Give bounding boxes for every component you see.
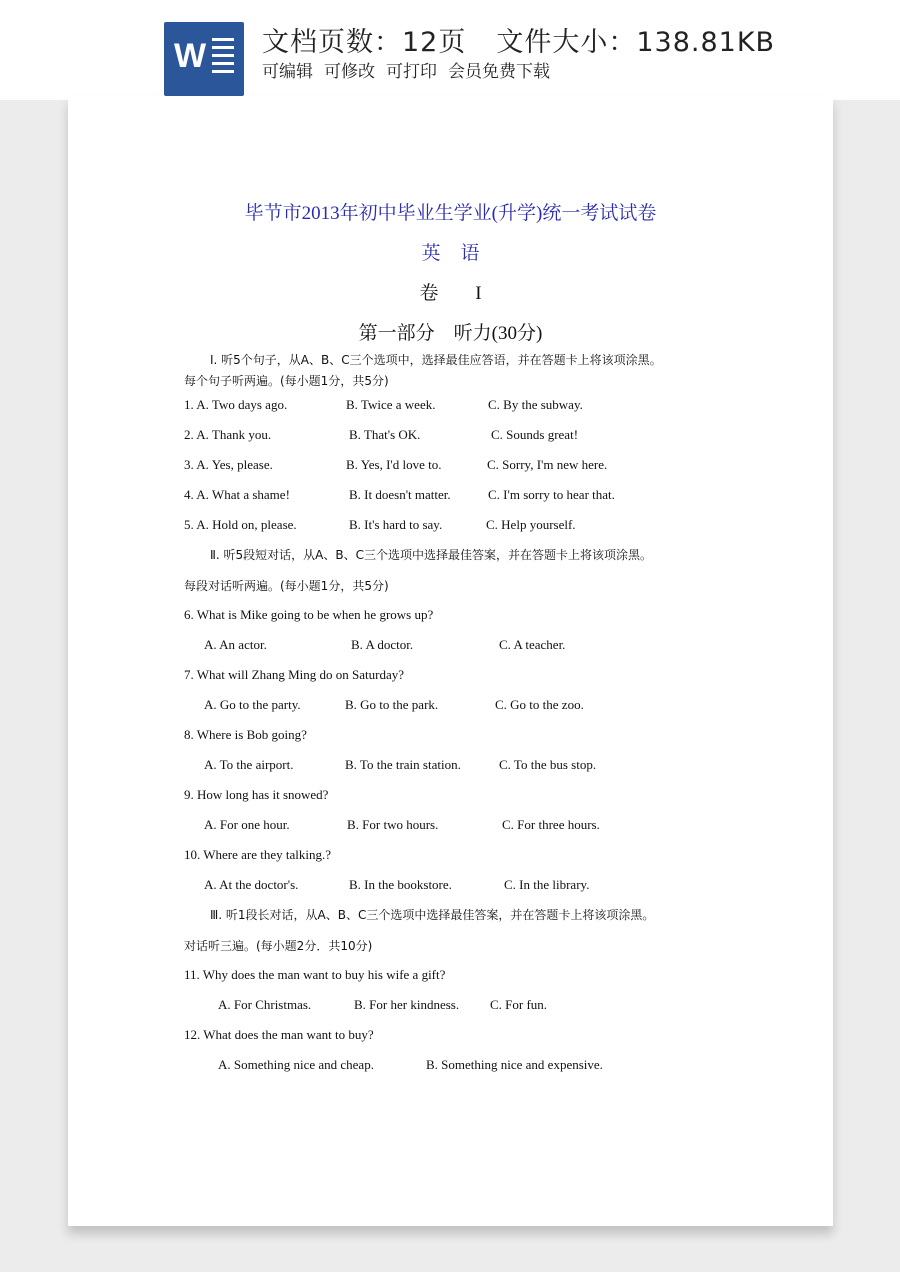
q6-option-c: C. A teacher.: [499, 637, 566, 652]
q9-option-a: A. For one hour.: [204, 817, 290, 832]
q7-option-b: B. Go to the park.: [345, 697, 439, 712]
q11-question: 11. Why does the man want to buy his wife a gift?: [184, 967, 446, 982]
q10-option-a: A. At the doctor's.: [204, 877, 299, 892]
q6-option-a: A. An actor.: [204, 637, 267, 652]
q8-option-a: A. To the airport.: [204, 757, 294, 772]
word-logo-lines: [212, 38, 234, 78]
q10-option-b: B. In the bookstore.: [349, 877, 452, 892]
document-page: [68, 96, 833, 1226]
q12-option-a: A. Something nice and cheap.: [218, 1057, 374, 1072]
q10-question: 10. Where are they talking.?: [184, 847, 332, 862]
q8-option-b: B. To the train station.: [345, 757, 461, 772]
q2-option-b: B. That's OK.: [349, 427, 421, 442]
section1-instruction-cont: 每个句子听两遍。(每小题1分，共5分): [184, 374, 389, 388]
q5-option-c: C. Help yourself.: [486, 517, 576, 532]
q9-question: 9. How long has it snowed?: [184, 787, 329, 802]
q10-option-c: C. In the library.: [504, 877, 590, 892]
q4-option-c: C. I'm sorry to hear that.: [488, 487, 615, 502]
q3-option-a: 3. A. Yes, please.: [184, 457, 273, 472]
section3-instruction: Ⅲ. 听1段长对话，从A、B、C三个选项中选择最佳答案，并在答题卡上将该项涂黑。: [210, 908, 655, 922]
q1-option-b: B. Twice a week.: [346, 397, 436, 412]
q7-question: 7. What will Zhang Ming do on Saturday?: [184, 667, 405, 682]
q5-option-a: 5. A. Hold on, please.: [184, 517, 297, 532]
exam-volume: 卷 I: [419, 283, 498, 304]
q3-option-b: B. Yes, I'd love to.: [346, 457, 442, 472]
section3-instruction-cont: 对话听三遍。(每小题2分．共10分): [184, 939, 373, 953]
q2-option-c: C. Sounds great!: [491, 427, 579, 442]
q1-option-c: C. By the subway.: [488, 397, 583, 412]
q6-option-b: B. A doctor.: [351, 637, 414, 652]
part-heading: 第一部分 听力(30分): [358, 323, 543, 344]
word-logo-letter: W: [174, 37, 207, 75]
section2-instruction-cont: 每段对话听两遍。(每小题1分，共5分): [184, 579, 389, 593]
q11-option-a: A. For Christmas.: [218, 997, 312, 1012]
q12-question: 12. What does the man want to buy?: [184, 1027, 374, 1042]
feature-modifiable: 可修改: [324, 62, 375, 82]
feature-list: [262, 57, 561, 82]
q4-option-a: 4. A. What a shame!: [184, 487, 290, 502]
file-meta: [262, 20, 775, 59]
word-document-icon: [164, 22, 244, 96]
q11-option-b: B. For her kindness.: [354, 997, 460, 1012]
feature-printable: 可打印: [386, 62, 437, 82]
q12-option-b: B. Something nice and expensive.: [426, 1057, 603, 1072]
file-size: 文件大小：138.81KB: [496, 27, 776, 58]
q9-option-c: C. For three hours.: [502, 817, 600, 832]
page-count: 文档页数：12页: [262, 27, 467, 58]
q11-option-c: C. For fun.: [490, 997, 548, 1012]
q4-option-b: B. It doesn't matter.: [349, 487, 451, 502]
feature-editable: 可编辑: [262, 62, 313, 82]
section1-instruction: Ⅰ. 听5个句子，从A、B、C三个选项中，选择最佳应答语，并在答题卡上将该项涂黑。: [210, 353, 662, 367]
q2-option-a: 2. A. Thank you.: [184, 427, 272, 442]
q7-option-a: A. Go to the party.: [204, 697, 301, 712]
q5-option-b: B. It's hard to say.: [349, 517, 443, 532]
q8-question: 8. Where is Bob going?: [184, 727, 307, 742]
section2-instruction: Ⅱ. 听5段短对话，从A、B、C三个选项中选择最佳答案，并在答题卡上将该项涂黑。: [210, 548, 652, 562]
q8-option-c: C. To the bus stop.: [499, 757, 597, 772]
download-header: [0, 0, 900, 100]
feature-free-download: 会员免费下载: [448, 62, 550, 82]
exam-subject: 英语: [421, 243, 500, 264]
q6-question: 6. What is Mike going to be when he grows up?: [184, 607, 434, 622]
q1-option-a: 1. A. Two days ago.: [184, 397, 288, 412]
q9-option-b: B. For two hours.: [347, 817, 439, 832]
q7-option-c: C. Go to the zoo.: [495, 697, 584, 712]
exam-title: 毕节市2013年初中毕业生学业(升学)统一考试试卷: [244, 203, 657, 224]
q3-option-c: C. Sorry, I'm new here.: [487, 457, 608, 472]
